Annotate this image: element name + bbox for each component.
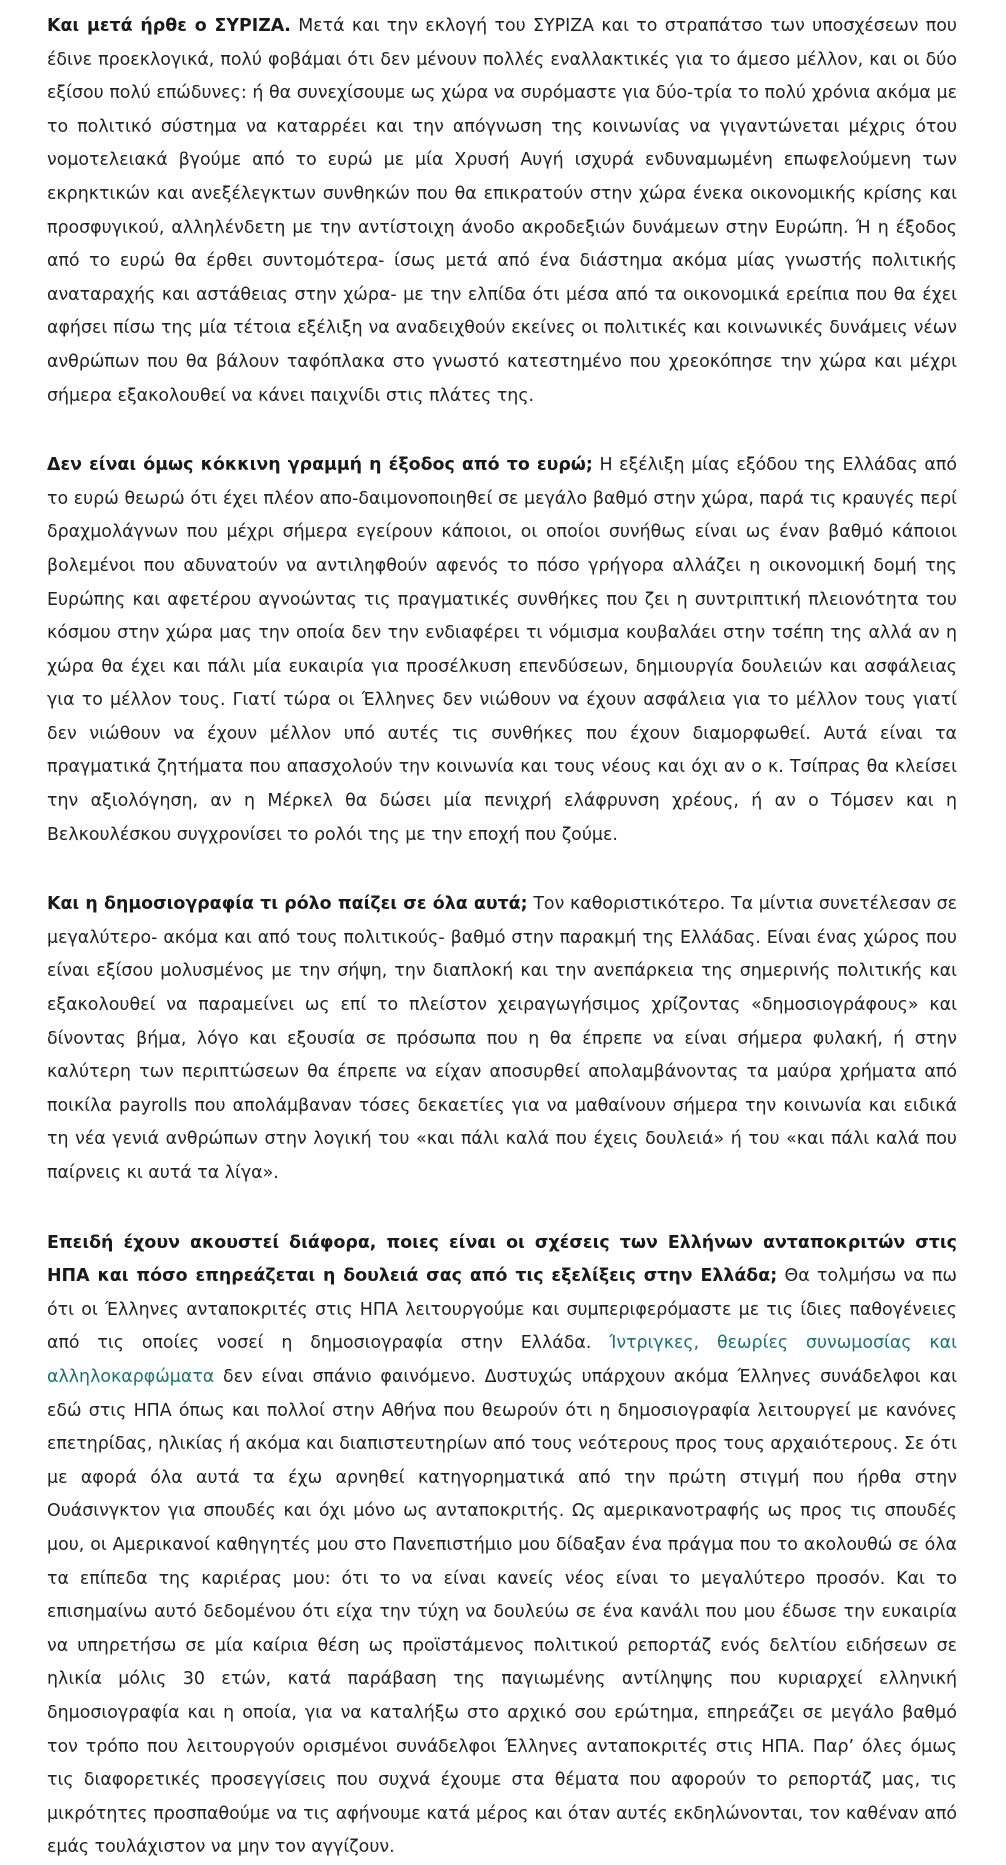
answer-correspondents-part1: Θα τολμήσω να πω ότι οι Έλληνες ανταποκριτές στις ΗΠΑ λειτουργούμε και συμπεριφερόμαστε με τις ίδιες παθογένειες από τις οποίες νοσεί η δημοσιογραφία στην Ελλάδα. xyxy=(47,1266,957,1354)
question-syriza: Και μετά ήρθε ο ΣΥΡΙΖΑ. xyxy=(47,16,291,36)
answer-correspondents-part2: δεν είναι σπάνιο φαινόμενο. Δυστυχώς υπάρχουν ακόμα Έλληνες συνάδελφοι και εδώ στις ΗΠΑ όπως και πολλοί στην Αθήνα που θεωρούν ότι η δημοσιογραφία λειτουργεί με κανόνες επετηρίδας, ηλικίας ή ακόμα και διαπιστευτηρίων από τους νεότερους προς τους αρχαιότερους. Σε ότι με αφορά όλα αυτά τα έχω αρνηθεί κατηγορηματικά από την πρώτη στιγμή που ήρθα στην Ουάσινγκτον για σπουδές και όχι μόνο ως ανταποκριτής. Ως αμερικανοτραφής ως προς τις σπουδές μου, οι Αμερικανοί καθηγητές μου στο Πανεπιστήμιο μου δίδαξαν ένα πράγμα που το ακολουθώ σε όλα τα επίπεδα της καριέρας μου: ότι το να είναι κανείς νέος είναι το μεγαλύτερο προσόν. Και το επισημαίνω αυτό δεδομένου ότι είχα την τύχη να δουλεύω σε ένα κανάλι που μου έδωσε την ευκαιρία να υπηρετήσω σε μία καίρια θέση ως προϊστάμενος πολιτικού ρεπορτάζ ενός δελτίου ειδήσεων σε ηλικία μόλις 30 ετών, κατά παράβαση της παγιωμένης αντίληψης που κυριαρχεί ελληνική δημοσιογραφία και η οποία, για να καταλήξω στο αρχικό σου ερώτημα, επηρεάζει σε μεγάλο βαθμό τον τρόπο που λειτουργούν ορισμένοι συνάδελφοι Έλληνες ανταποκριτές στις ΗΠΑ. Παρ’ όλες όμως τις διαφορετικές προσεγγίσεις που συχνά έχουμε στα θέματα που αφορούν το ρεπορτάζ μας, τις μικρότητες προσπαθούμε να τις αφήνουμε κατά μέρος και όταν αυτές εκδηλώνονται, τον καθέναν από εμάς τουλάχιστον να μην τον αγγίζουν. xyxy=(47,1366,957,1858)
question-journalism-role: Και η δημοσιογραφία τι ρόλο παίζει σε όλα αυτά; xyxy=(47,894,528,915)
paragraph-correspondents xyxy=(47,1227,957,1865)
answer-journalism-role: Τον καθοριστικότερο. Τα μίντια συνετέλεσαν σε μεγαλύτερο- ακόμα και από τους πολιτικούς- βαθμό στην παρακμή της Ελλάδας. Είναι ένας χώρος που είναι εξίσου μολυσμένος με την σήψη, την διαπλοκή και την ανεπάρκεια της σημερινής πολιτικής και εξακολουθεί να παραμείνει ως επί το πλείστον χειραγωγήσιμος χρίζοντας «δημοσιογράφους» και δίνοντας βήμα, λόγο και εξουσία σε πρόσωπα που η θα έπρεπε να είναι σήμερα φυλακή, ή στην καλύτερη των περιπτώσεων θα έπρεπε να είχαν αποσυρθεί απολαμβάνοντας τα μαύρα χρήματα από ποικίλα payrolls που απολάμβαναν τόσες δεκαετίες για να μαθαίνουν σήμερα την κοινωνία και ειδικά τη νέα γενιά ανθρώπων στην λογική του «και πάλι καλά που έχεις δουλειά» ή του «και πάλι καλά που παίρνεις κι αυτά τα λίγα». xyxy=(47,894,958,1183)
question-correspondents: Επειδή έχουν ακουστεί διάφορα, ποιες είναι οι σχέσεις των Ελλήνων ανταποκριτών στις ΗΠΑ και πόσο επηρεάζεται η δουλειά σας από τις εξελίξεις στην Ελλάδα; xyxy=(47,1232,957,1287)
paragraph-euro-exit xyxy=(47,449,957,852)
answer-euro-exit: Η εξέλιξη μίας εξόδου της Ελλάδας από το ευρώ θεωρώ ότι έχει πλέον απο-δαιμονοποιηθεί σε μεγάλο βαθμό στην χώρα, παρά τις κραυγές περί δραχμολάγνων που μέχρι σήμερα εγείρουν κάποιοι, οι οποίοι συνήθως είναι ως έναν βαθμό κάποιοι βολεμένοι που αδυνατούν να αντιληφθούν αφενός το πόσο γρήγορα αλλάζει η οικονομική δομή της Ευρώπης και αφετέρου αγνοώντας τις πραγματικές συνθήκες που ζει η συντριπτική πλειονότητα του κόσμου στην χώρα μας την οποία δεν την ενδιαφέρει τι νόμισμα κουβαλάει στην τσέπη της αλλά αν η χώρα θα έχει και πάλι μία ευκαιρία για προσέλκυση επενδύσεων, δημιουργία δουλειών και ασφάλειας για το μέλλον τους. Γιατί τώρα οι Έλληνες δεν νιώθουν να έχουν ασφάλεια για το μέλλον τους γιατί δεν νιώθουν να έχουν μέλλον υπό αυτές τις συνθήκες που έχουν διαμορφωθεί. Αυτά είναι τα πραγματικά ζητήματα που απασχολούν την κοινωνία και τους νέους και όχι αν ο κ. Τσίπρας θα κλείσει την αξιολόγηση, αν η Μέρκελ θα δώσει μία πενιχρή ελάφρυνση χρέους, ή αν ο Τόμσεν και η Βελκουλέσκου συγχρονίσει το ρολόι της με την εποχή που ζούμε. xyxy=(47,455,957,845)
paragraph-journalism-role xyxy=(47,888,957,1190)
intrigues-link[interactable]: Ίντριγκες, θεωρίες συνωμοσίας και αλληλοκαρφώματα xyxy=(47,1333,957,1387)
answer-syriza: Μετά και την εκλογή του ΣΥΡΙΖΑ και το στραπάτσο των υποσχέσεων που έδινε προεκλογικά, πολύ φοβάμαι ότι δεν μένουν πολλές εναλλακτικές για το άμεσο μέλλον, και οι δύο εξίσου πολύ επώδυνες: ή θα συνεχίσουμε ως χώρα να συρόμαστε για δύο-τρία το πολύ χρόνια ακόμα με το πολιτικό σύστημα να καταρρέει και την απόγνωση της κοινωνίας να γιγαντώνεται μέχρις ότου νομοτελειακά βγούμε από το ευρώ με μία Χρυσή Αυγή ισχυρά ενδυναμωμένη επωφελούμενη των εκρηκτικών και ανεξέλεγκτων συνθηκών που θα επικρατούν στην χώρα ένεκα οικονομικής κρίσης και προσφυγικού, αλληλένδετη με την αντίστοιχη άνοδο ακροδεξιών δυνάμεων στην Ευρώπη. Ή η έξοδος από το ευρώ θα έρθει συντομότερα- ίσως μετά από ένα διάστημα ακόμα μίας γνωστής πολιτικής αναταραχής και αστάθειας στην χώρα- με την ελπίδα ότι μέσα από τα οικονομικά ερείπια που θα έχει αφήσει πίσω της μία τέτοια εξέλιξη να αναδειχθούν εκείνες οι πολιτικές και κοινωνικές δυνάμεις νέων ανθρώπων που θα βάλουν ταφόπλακα στο γνωστό κατεστημένο που χρεοκόπησε την χώρα και μέχρι σήμερα εξακολουθεί να κάνει παιχνίδι στις πλάτες της. xyxy=(47,16,957,406)
paragraph-syriza xyxy=(47,10,957,413)
question-euro-exit: Δεν είναι όμως κόκκινη γραμμή η έξοδος από το ευρώ; xyxy=(47,455,593,476)
